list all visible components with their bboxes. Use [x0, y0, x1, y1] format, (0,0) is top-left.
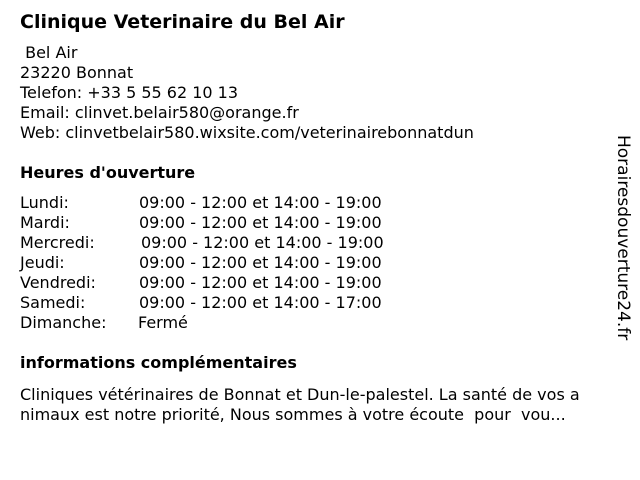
address-line-2: 23220 Bonnat [20, 63, 134, 82]
hours-time: 09:00 - 12:00 et 14:00 - 17:00 [139, 293, 382, 312]
hours-day: Vendredi: [20, 273, 96, 292]
email-line: Email: clinvet.belair580@orange.fr [20, 103, 299, 122]
clinic-title: Clinique Veterinaire du Bel Air [20, 11, 345, 33]
hours-day: Mardi: [20, 213, 70, 232]
hours-day: Lundi: [20, 193, 69, 212]
hours-day: Mercredi: [20, 233, 95, 252]
phone-line: Telefon: +33 5 55 62 10 13 [20, 83, 239, 102]
site-watermark-text: Horairesdouverture24.fr [613, 135, 633, 341]
opening-hours-heading: Heures d'ouverture [20, 163, 196, 182]
hours-day: Jeudi: [20, 253, 65, 272]
hours-time: 09:00 - 12:00 et 14:00 - 19:00 [139, 253, 382, 272]
clinic-contact-block [20, 43, 474, 143]
address-line-1: Bel Air [20, 43, 78, 62]
web-line: Web: clinvetbelair580.wixsite.com/veterinairebonnatdun [20, 123, 474, 142]
hours-day: Dimanche: [20, 313, 107, 332]
additional-info-heading: informations complémentaires [20, 353, 297, 372]
hours-time: 09:00 - 12:00 et 14:00 - 19:00 [139, 193, 382, 212]
additional-info-text [20, 385, 632, 425]
hours-time: Fermé [138, 313, 188, 332]
hours-time: 09:00 - 12:00 et 14:00 - 19:00 [141, 233, 384, 252]
hours-day: Samedi: [20, 293, 86, 312]
site-watermark [613, 135, 633, 345]
hours-time: 09:00 - 12:00 et 14:00 - 19:00 [139, 273, 382, 292]
info-line-1: Cliniques vétérinaires de Bonnat et Dun-le-palestel. La santé de vos a [20, 385, 580, 404]
info-line-2: nimaux est notre priorité, Nous sommes à votre écoute pour vou... [20, 405, 566, 424]
hours-time: 09:00 - 12:00 et 14:00 - 19:00 [139, 213, 382, 232]
